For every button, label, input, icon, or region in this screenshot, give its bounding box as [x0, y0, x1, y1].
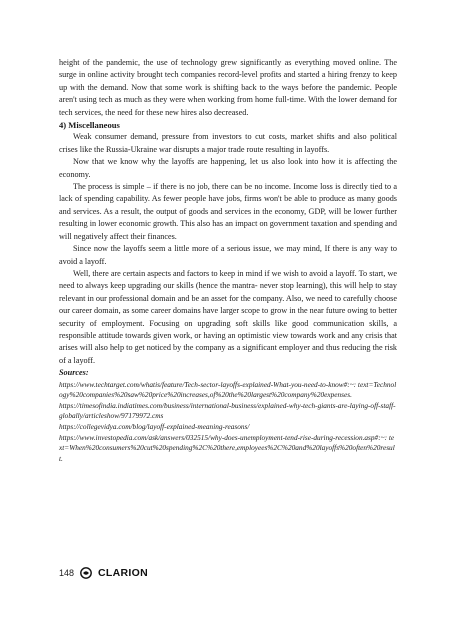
source-link[interactable]: https://timesofindia.indiatimes.com/business/international-business/explained-why-tech-giants-are-laying-off-staff-globally/articleshow/97179972.cms	[59, 400, 396, 421]
clarion-logo-text: CLARION	[98, 567, 148, 579]
page-content	[59, 57, 397, 464]
section-heading: 4) Miscellaneous	[59, 120, 120, 131]
body-paragraph: The process is simple – if there is no job, there can be no income. Income loss is directly tied to a lack of spending capability. As fewer people have jobs, firms won't be able to produce as many goods and services. As a result, the output of goods and services in the economy, GDP, will be lower further resulting in lower economic growth. This also has an impact on government taxation and spending and will negatively affect their finances.	[59, 182, 397, 241]
source-link[interactable]: https://www.investopedia.com/ask/answers/032515/why-does-unemployment-tend-rise-during-recession.asp#:~: text=When%20consumers%20cut%20spending%2C%20there,employees%2C%20and%20layoffs%20often%20result.	[59, 432, 395, 463]
page-number: 148	[59, 568, 75, 578]
body-paragraph: height of the pandemic, the use of technology grew significantly as everything moved online. The surge in online activity brought tech companies record-level profits and started a hiring frenzy to keep up with the demand. Now that some work is shifting back to the ways before the pandemic. People aren't using tech as much as they were when working from home full-time. With the lower demand for tech services, the need for these new hires also decreased.	[59, 58, 397, 117]
body-paragraph: Well, there are certain aspects and factors to keep in mind if we wish to avoid a layoff. To start, we need to always keep upgrading our skills (hence the mantra- never stop learning), this will help to stay relevant in our professional domain and be an asset for the company. Also, we need to carefully choose our career domain, as some career domains have larger scope to grow in the near future owing to better security of employment. Focusing on upgrading soft skills like good communication skills, a responsible attitude towards given work, or having an optimistic view towards work and any crisis that arises will also help to get noticed by the company as a significant employer and thus reducing the risk of a layoff.	[59, 268, 397, 365]
source-link[interactable]: https://www.techtarget.com/whatis/feature/Tech-sector-layoffs-explained-What-you-need-to-know#:~: text=Technology%20companies%20saw%20price%20increases,of%20the%20largest%20company%20expenses.	[59, 379, 397, 400]
body-paragraph: Weak consumer demand, pressure from investors to cut costs, market shifts and also political crises like the Russia-Ukraine war disrupts a major trade route resulting in layoffs.	[59, 132, 397, 154]
body-paragraph: Since now the layoffs seem a little more of a serious issue, we may mind, If there is any way to avoid a layoff.	[59, 244, 397, 266]
sources-label: Sources:	[59, 368, 89, 378]
body-paragraph: Now that we know why the layoffs are happening, let us also look into how it is affecting the economy.	[59, 157, 397, 179]
clarion-swirl-icon	[80, 567, 92, 579]
page-footer	[59, 567, 148, 579]
source-link[interactable]: https://collegevidya.com/blog/layoff-explained-meaning-reasons/	[59, 421, 250, 431]
